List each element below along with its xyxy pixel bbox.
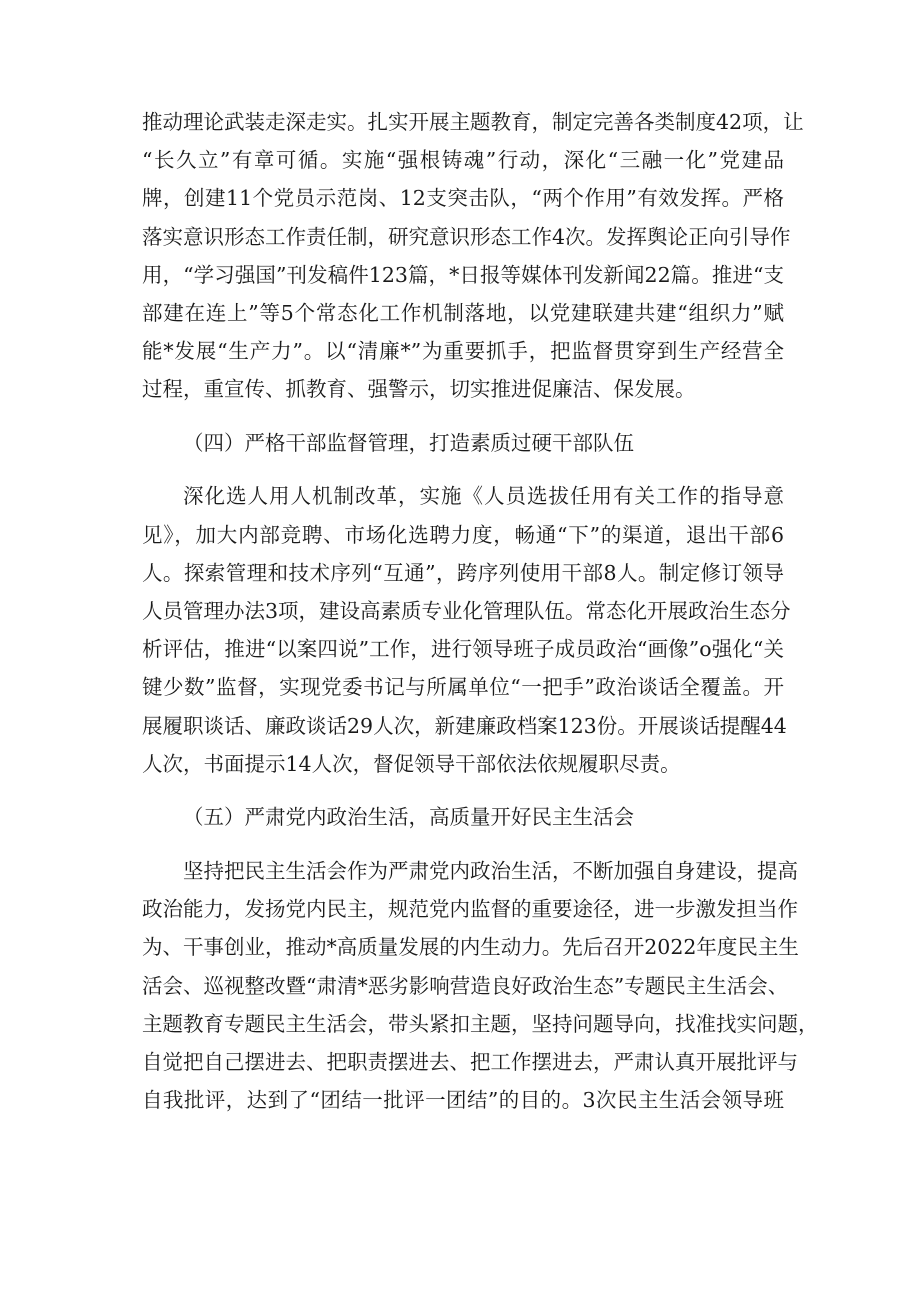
text-line: 落实意识形态工作责任制，研究意识形态工作4次。发挥舆论正向引导作 xyxy=(142,224,791,249)
text-line: 见》，加大内部竞聘、市场化选聘力度，畅通“下”的渠道，退出干部6 xyxy=(142,522,784,547)
text-line: 政治能力，发扬党内民主，规范党内监督的重要途径，进一步激发担当作 xyxy=(142,897,798,922)
text-line: 深化选人用人机制改革，实施《人员选拔任用有关工作的指导意 xyxy=(183,484,784,509)
text-line: 主题教育专题民主生活会，带头紧扣主题，坚持问题导向，找准找实问题， xyxy=(142,1011,819,1036)
text-line: 部建在连上”等5个常态化工作机制落地，以党建联建共建“组织力”赋 xyxy=(142,300,784,325)
section-heading-4: （四）严格干部监督管理，打造素质过硬干部队伍 xyxy=(183,430,634,455)
text-line: 用，“学习强国”刊发稿件123篇，*日报等媒体刊发新闻22篇。推进“支 xyxy=(142,262,784,287)
paragraph-cadre-supervision xyxy=(142,477,791,783)
text-line: “长久立”有章可循。实施“强根铸魂”行动，深化“三融一化”党建品 xyxy=(142,148,784,173)
text-line: 人员管理办法3项，建设高素质专业化管理队伍。常态化开展政治生态分 xyxy=(142,599,791,624)
text-line: 析评估，推进“以案四说”工作，进行领导班子成员政治“画像”o强化“关 xyxy=(142,637,784,662)
text-line: 推动理论武装走深走实。扎实开展主题教育，制定完善各类制度42项，让 xyxy=(142,110,804,134)
text-line: 自我批评，达到了“团结一批评一团结”的目的。3次民主生活会领导班 xyxy=(142,1088,784,1113)
document-page xyxy=(142,103,819,1119)
paragraph-party-building xyxy=(142,103,804,409)
text-line: 自觉把自己摆进去、把职责摆进去、把工作摆进去，严肃认真开展批评与 xyxy=(142,1049,798,1074)
text-line: 坚持把民主生活会作为严肃党内政治生活，不断加强自身建设，提高 xyxy=(183,858,798,883)
text-line: 能*发展“生产力”。以“清廉*”为重要抓手，把监督贯穿到生产经营全 xyxy=(142,339,784,364)
paragraph-democratic-life xyxy=(142,852,819,1119)
text-line: 牌，创建11个党员示范岗、12支突击队，“两个作用”有效发挥。严格 xyxy=(142,186,784,211)
text-line: 人次，书面提示14人次，督促领导干部依法依规履职尽责。 xyxy=(142,751,681,776)
text-line: 展履职谈话、廉政谈话29人次，新建廉政档案123份。开展谈话提醒44 xyxy=(142,713,787,738)
section-heading-5: （五）严肃党内政治生活，高质量开好民主生活会 xyxy=(183,805,634,830)
text-line: 活会、巡视整改暨“肃清*恶劣影响营造良好政治生态”专题民主生活会、 xyxy=(142,973,789,998)
text-line: 为、干事创业，推动*高质量发展的内生动力。先后召开2022年度民主生 xyxy=(142,935,799,960)
text-line: 人。探索管理和技术序列“互通”，跨序列使用干部8人。制定修订领导 xyxy=(142,560,784,585)
text-line: 键少数”监督，实现党委书记与所属单位“一把手”政治谈话全覆盖。开 xyxy=(142,675,784,700)
text-line: 过程，重宣传、抓教育、强警示，切实推进促廉洁、保发展。 xyxy=(142,377,696,402)
